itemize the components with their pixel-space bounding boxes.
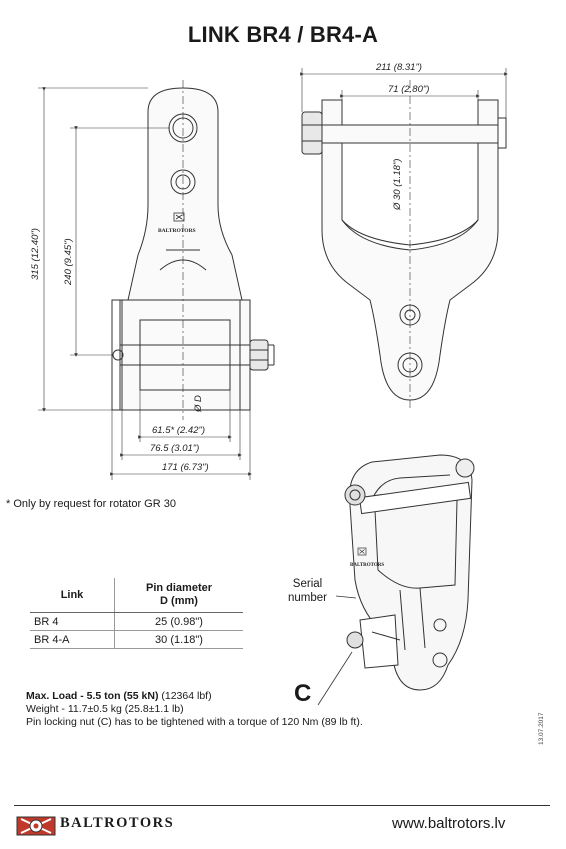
dim-inner-width: 76.5 (3.01"): [150, 443, 200, 454]
serial-number-label: [288, 577, 327, 605]
side-view: [302, 80, 506, 410]
dim-side-width: 211 (8.31"): [376, 62, 422, 73]
dim-pin-height: 240 (9.45"): [63, 238, 74, 285]
torque-line: Pin locking nut (C) has to be tightened with a torque of 120 Nm (89 lb ft).: [26, 716, 363, 728]
max-load-line: [26, 690, 363, 703]
table-header-row: [30, 578, 243, 613]
table-header-link: Link: [30, 578, 115, 613]
rotator-footnote: * Only by request for rotator GR 30: [6, 498, 176, 510]
footer-website-link[interactable]: www.baltrotors.lv: [392, 815, 506, 832]
document-date: 13.07.2017: [538, 712, 545, 745]
dim-overall-width: 171 (6.73"): [162, 462, 209, 473]
weight-line: Weight - 11.7±0.5 kg (25.8±1.1 lb): [26, 703, 184, 715]
front-brand-text: BALTROTORS: [158, 228, 196, 234]
table-header-pin-diameter-line2: D (mm): [160, 595, 198, 607]
dim-pin-symbol: Ø D: [193, 395, 204, 412]
nut-c-label: C: [294, 680, 312, 707]
dim-overall-height: 315 (12.40"): [30, 228, 41, 280]
specifications: [26, 690, 363, 729]
front-view: [112, 80, 274, 420]
pin-diameter-table: [30, 578, 243, 649]
iso-brand-text: BALTROTORS: [350, 563, 385, 568]
page-title: LINK BR4 / BR4-A: [187, 22, 379, 47]
table-cell-link: BR 4: [30, 613, 115, 631]
footer-divider: [14, 805, 550, 806]
baltrotors-logo-icon: [16, 815, 56, 837]
table-header-pin-diameter: [115, 578, 244, 613]
table-cell-diameter: 30 (1.18"): [115, 631, 244, 649]
table-row: [30, 613, 243, 631]
isometric-view: [345, 455, 474, 690]
table-row: [30, 631, 243, 649]
footer-brand-name: BALTROTORS: [60, 815, 175, 831]
serial-leader-line: [336, 596, 356, 598]
serial-label-line2: number: [288, 592, 327, 604]
table-header-pin-diameter-line1: Pin diameter: [145, 582, 213, 594]
max-load-bold: Max. Load - 5.5 ton (55 kN): [26, 690, 159, 702]
table-cell-diameter: 25 (0.98"): [115, 613, 244, 631]
table-cell-link: BR 4-A: [30, 631, 115, 649]
dim-side-pin: Ø 30 (1.18"): [392, 158, 403, 210]
serial-label-line1: Serial: [292, 578, 323, 590]
dim-inner-width-star: 61.5* (2.42"): [152, 425, 206, 436]
max-load-rest: (12364 lbf): [158, 690, 212, 702]
dim-side-inner: 71 (2.80"): [388, 84, 430, 95]
